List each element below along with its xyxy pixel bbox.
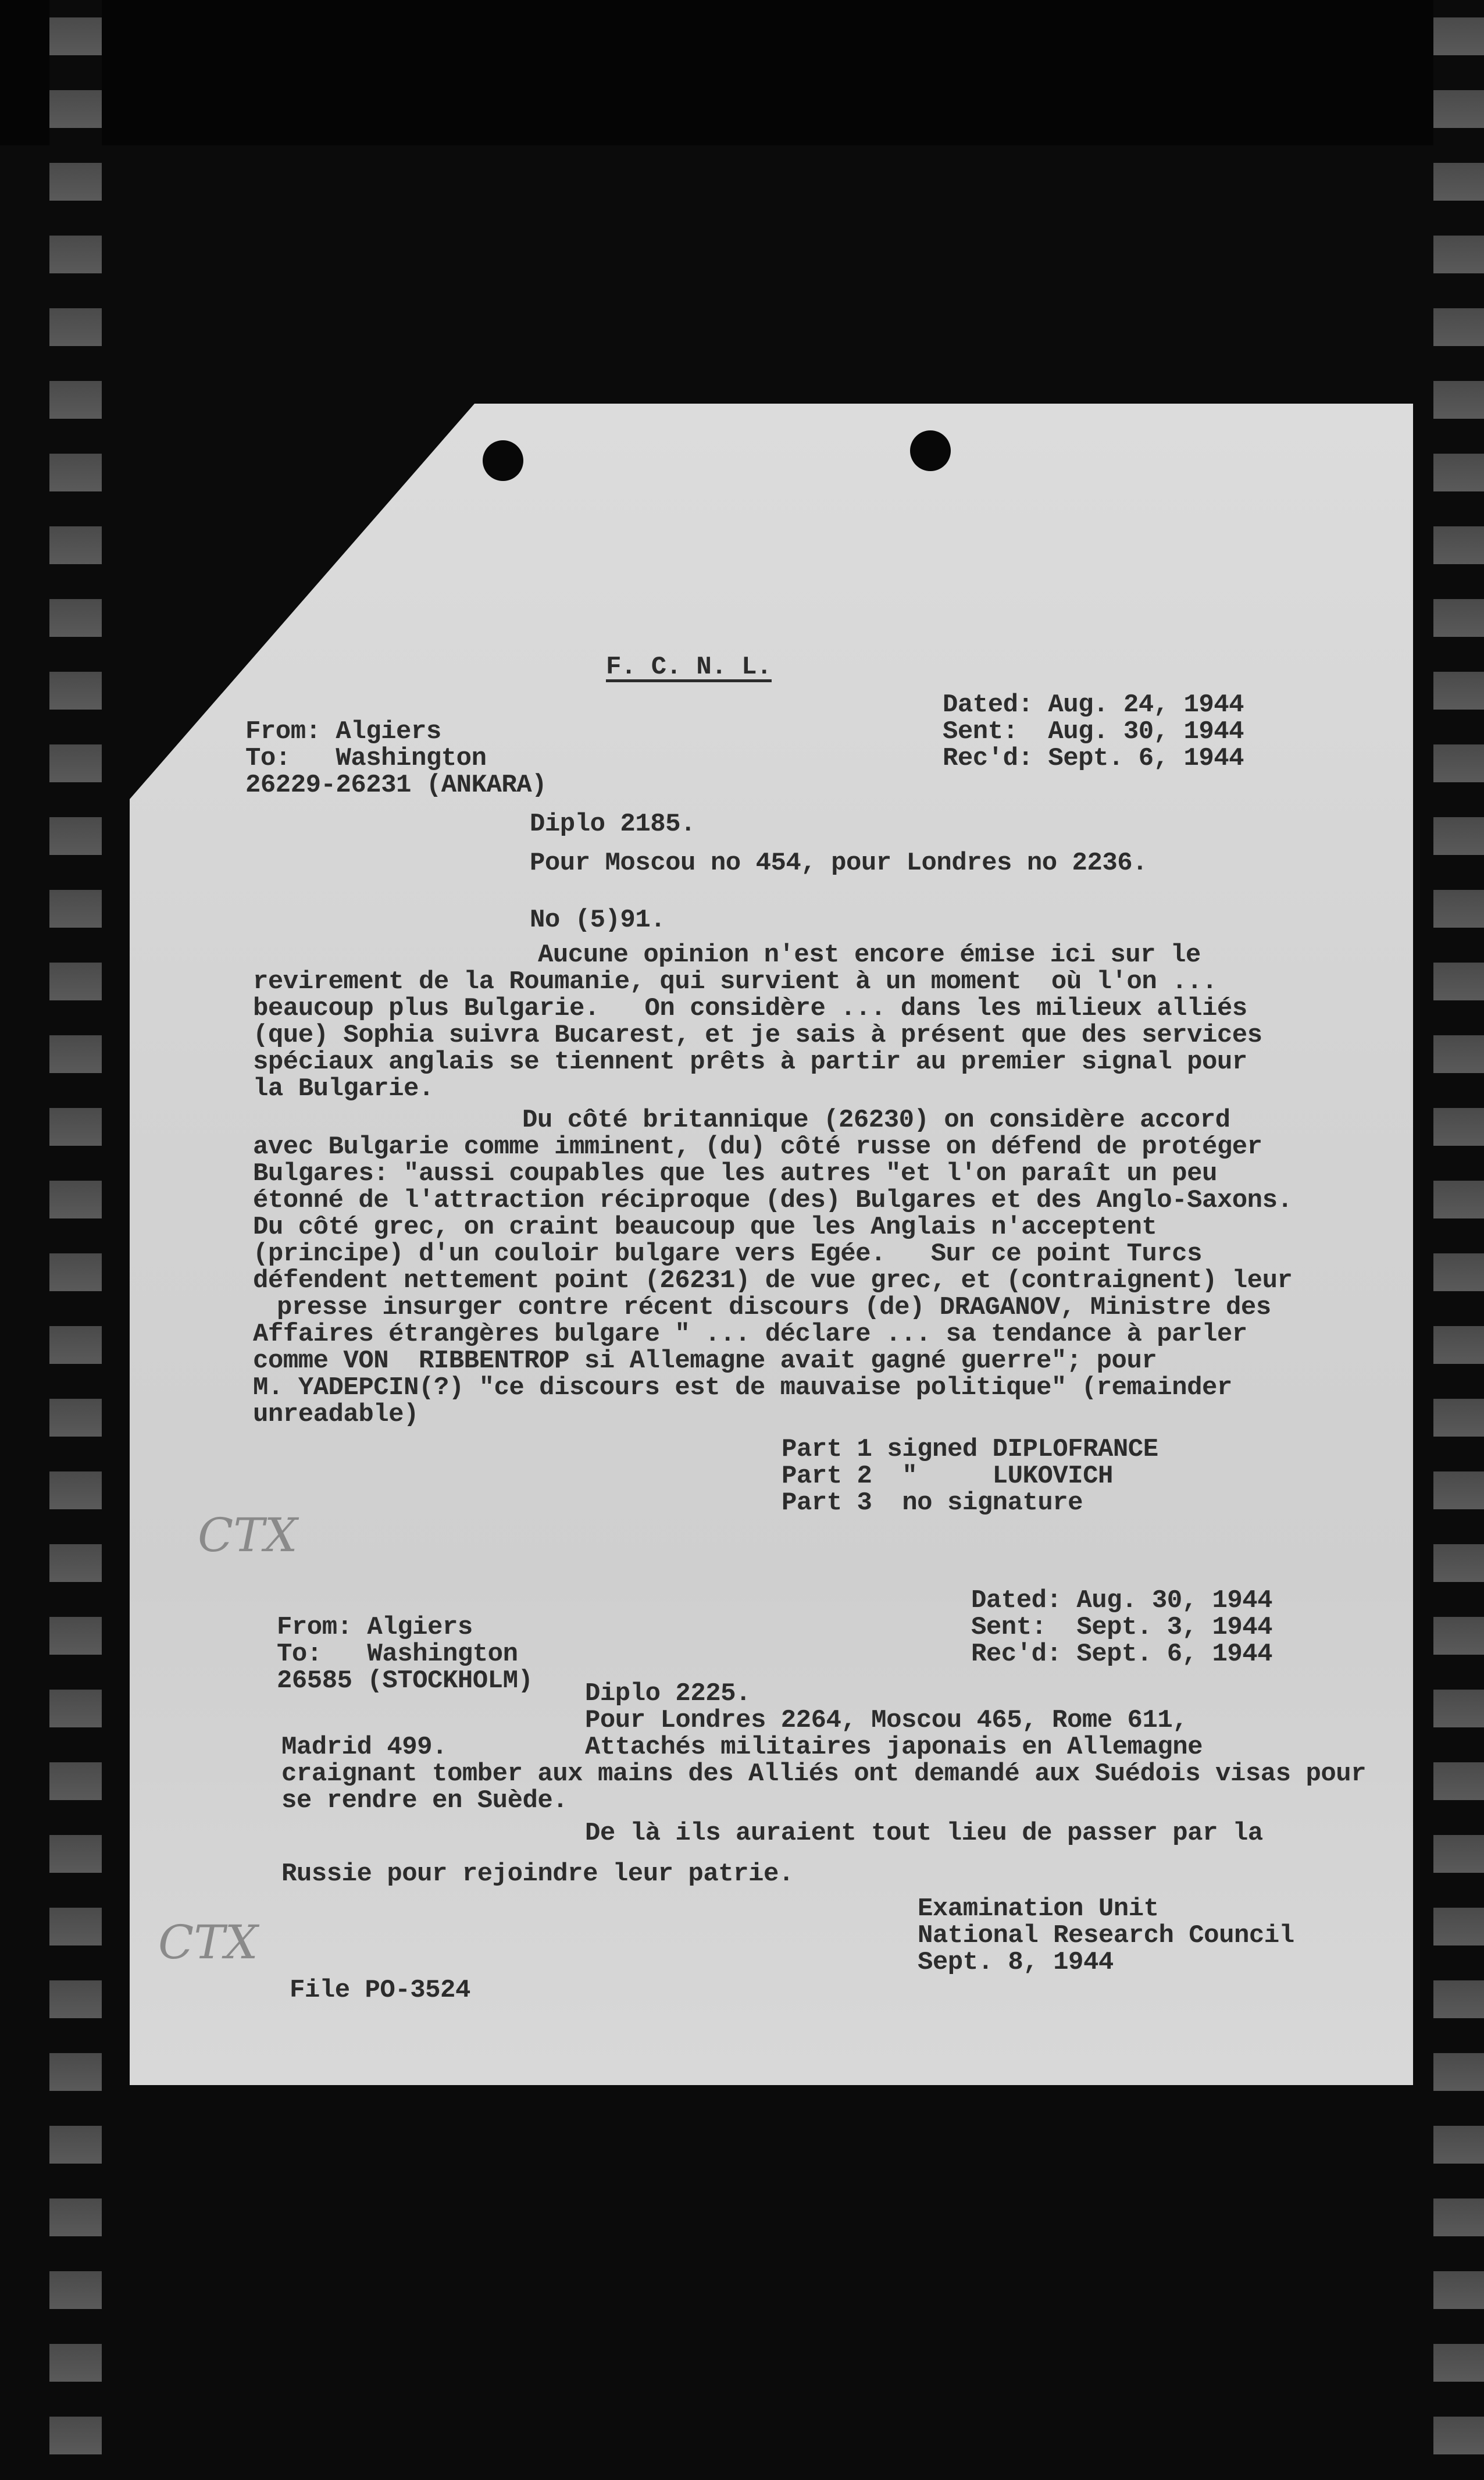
body-line: revirement de la Roumanie, qui survient à un moment où l'on ... <box>253 967 1217 996</box>
reference: 26229-26231 (ANKARA) <box>245 771 547 800</box>
diplo-number: Diplo 2185. <box>530 810 695 839</box>
signature-line: Part 2 " LUKOVICH <box>782 1462 1113 1491</box>
body-line: Affaires étrangères bulgare " ... déclare ... sa tendance à parler <box>253 1320 1247 1349</box>
body-line: presse insurger contre récent discours (de) DRAGANOV, Ministre des <box>277 1293 1271 1322</box>
body-line: Attachés militaires japonais en Allemagne <box>585 1733 1203 1762</box>
body-line: Du côté grec, on craint beaucoup que les Anglais n'acceptent <box>253 1213 1157 1242</box>
body-line: Aucune opinion n'est encore émise ici sur le <box>538 940 1201 970</box>
body-line: De là ils auraient tout lieu de passer par la <box>585 1819 1263 1848</box>
body-line: comme VON RIBBENTROP si Allemagne avait gagné guerre"; pour <box>253 1346 1157 1376</box>
message-number: No (5)91. <box>530 906 666 935</box>
routing: Pour Moscou no 454, pour Londres no 2236. <box>530 849 1148 878</box>
film-sprocket-strip-left <box>49 0 102 2480</box>
body-line: Du côté britannique (26230) on considère accord <box>522 1106 1230 1135</box>
film-sprocket-strip-right <box>1433 0 1484 2480</box>
film-top-band <box>0 0 1484 145</box>
footer-date: Sept. 8, 1944 <box>918 1948 1114 1977</box>
received: Rec'd: Sept. 6, 1944 <box>943 744 1244 773</box>
routing-continued: Madrid 499. <box>281 1733 447 1762</box>
body-line: craignant tomber aux mains des Alliés ont demandé aux Suédois visas pour <box>281 1759 1367 1788</box>
from: From: Algiers <box>277 1613 473 1642</box>
body-line: (que) Sophia suivra Bucarest, et je sais à présent que des services <box>253 1021 1262 1050</box>
body-line: Bulgares: "aussi coupables que les autres "et l'on paraît un peu <box>253 1159 1217 1188</box>
body-line: étonné de l'attraction réciproque (des) Bulgares et des Anglo-Saxons. <box>253 1186 1293 1215</box>
sent: Sent: Sept. 3, 1944 <box>971 1613 1273 1642</box>
body-line: spéciaux anglais se tiennent prêts à partir au premier signal pour <box>253 1047 1247 1077</box>
body-line: se rendre en Suède. <box>281 1786 568 1815</box>
received: Rec'd: Sept. 6, 1944 <box>971 1640 1273 1669</box>
body-line: avec Bulgarie comme imminent, (du) côté russe on défend de protéger <box>253 1132 1262 1161</box>
reference: 26585 (STOCKHOLM) <box>277 1666 533 1695</box>
body-line: beaucoup plus Bulgarie. On considère ... dans les milieux alliés <box>253 994 1247 1023</box>
document-header: F. C. N. L. <box>606 653 772 682</box>
body-line: défendent nettement point (26231) de vue grec, et (contraignent) leur <box>253 1266 1293 1295</box>
handwritten-annotation: CTX <box>158 1915 258 1969</box>
body-line: unreadable) <box>253 1400 419 1429</box>
handwritten-annotation: CTX <box>198 1508 298 1562</box>
file-number: File PO-3524 <box>290 1976 470 2005</box>
research-council: National Research Council <box>918 1921 1294 1950</box>
diplo-number: Diplo 2225. <box>585 1679 751 1708</box>
body-line: la Bulgarie. <box>253 1074 434 1103</box>
sent: Sent: Aug. 30, 1944 <box>943 717 1244 746</box>
from: From: Algiers <box>245 717 441 746</box>
routing: Pour Londres 2264, Moscou 465, Rome 611, <box>585 1706 1188 1735</box>
to: To: Washington <box>277 1640 518 1669</box>
body-line: M. YADEPCIN(?) "ce discours est de mauvaise politique" (remainder <box>253 1373 1232 1402</box>
punch-hole <box>910 430 951 471</box>
punch-hole <box>483 440 523 481</box>
body-line: (principe) d'un couloir bulgare vers Egée. Sur ce point Turcs <box>253 1239 1202 1268</box>
signature-line: Part 3 no signature <box>782 1488 1083 1517</box>
signature-line: Part 1 signed DIPLOFRANCE <box>782 1435 1158 1464</box>
examination-unit: Examination Unit <box>918 1894 1159 1923</box>
to: To: Washington <box>245 744 487 773</box>
dated: Dated: Aug. 30, 1944 <box>971 1586 1273 1615</box>
dated: Dated: Aug. 24, 1944 <box>943 690 1244 719</box>
body-line: Russie pour rejoindre leur patrie. <box>281 1859 794 1888</box>
